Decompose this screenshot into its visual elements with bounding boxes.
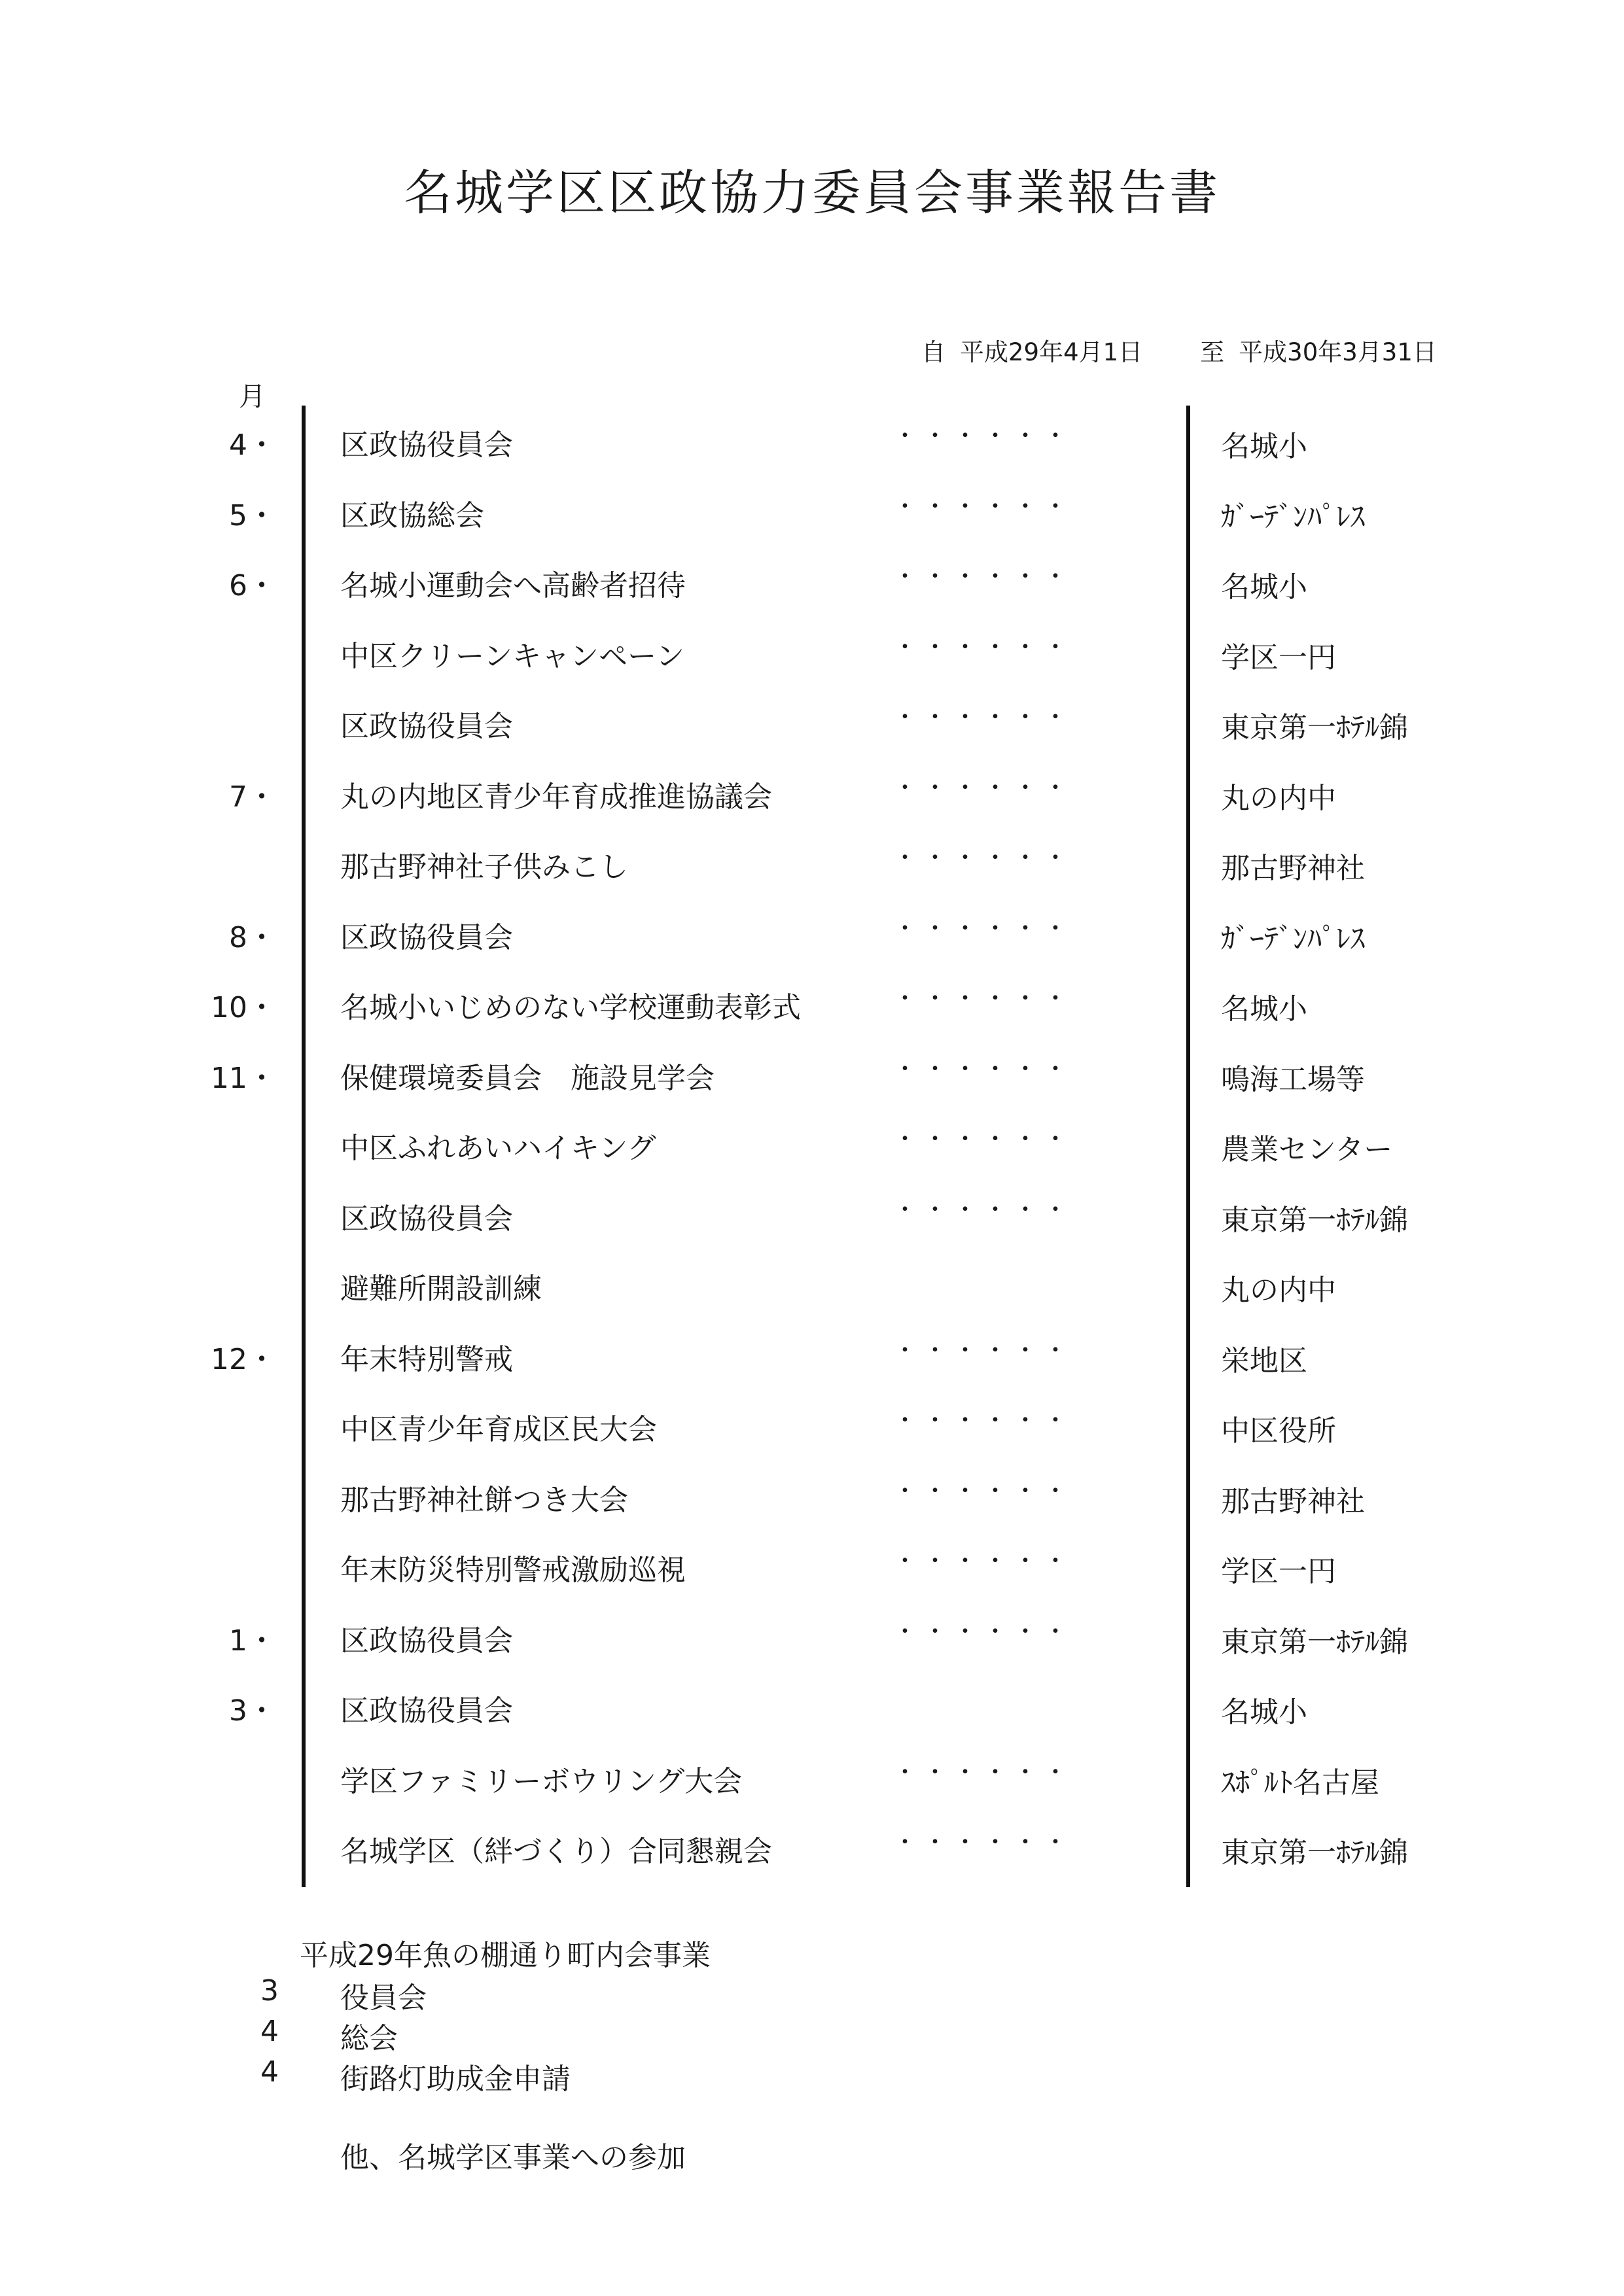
event-name: 避難所開設訓練 [340,1272,542,1306]
event-name: 年末防災特別警戒激励巡視 [340,1554,686,1587]
period-from-date: 平成29年4月1日 [960,338,1143,366]
venue-name: ｶﾞｰﾃﾞﾝﾊﾟﾚｽ [1221,922,1365,956]
month-label: 10・ [211,991,276,1024]
leader-dots: ・・・・・・ [893,1618,1074,1645]
event-row [0,898,1624,969]
footer-title: 平成29年魚の棚通り町内会事業 [300,1939,711,1972]
footer-list [0,1974,1624,2096]
month-label: 1・ [229,1624,276,1658]
event-name: 中区ふれあいハイキング [340,1132,656,1165]
venue-name: 学区一円 [1221,640,1336,674]
event-row [0,617,1624,687]
footer-item [0,1974,1624,2015]
event-row [0,1320,1624,1391]
venue-name: 名城小 [1221,1696,1307,1729]
leader-dots: ・・・・・・ [893,1829,1074,1856]
leader-dots: ・・・・・・ [893,1548,1074,1574]
venue-name: 那古野神社 [1221,1484,1365,1518]
event-row [0,687,1624,757]
leader-dots: ・・・・・・ [893,633,1074,661]
leader-dots: ・・・・・・ [893,493,1074,520]
event-name: 丸の内地区青少年育成推進協議会 [340,780,772,814]
month-column-header: 月 [239,381,266,412]
month-label: 6・ [229,569,276,602]
month-label: 11・ [211,1061,276,1095]
month-label: 4・ [229,428,276,462]
leader-dots: ・・・・・・ [893,914,1074,942]
period-from-label: 自 [921,338,945,366]
venue-name: 名城小 [1221,992,1307,1026]
event-name: 名城小運動会へ高齢者招待 [340,569,686,602]
leader-dots: ・・・・・・ [893,844,1074,871]
venue-name: 中区役所 [1221,1414,1336,1448]
venue-name: ｽﾎﾟﾙﾄ名古屋 [1221,1765,1379,1800]
event-row [0,1179,1624,1250]
venue-name: 名城小 [1221,570,1307,604]
event-row [0,968,1624,1039]
venue-name: 学区一円 [1221,1555,1336,1588]
event-name: 年末特別警戒 [340,1342,513,1376]
event-row [0,1742,1624,1813]
venue-name: 東京第一ﾎﾃﾙ錦 [1221,1836,1408,1870]
venue-name: 那古野神社 [1221,852,1365,885]
footer-item-month: 3 [260,1974,279,2008]
leader-dots: ・・・・・・ [893,985,1074,1012]
footer-item [0,2015,1624,2055]
leader-dots: ・・・・・・ [893,1758,1074,1786]
leader-dots: ・・・・・・ [893,423,1074,449]
leader-dots: ・・・・・・ [893,774,1074,801]
leader-dots: ・・・・・・ [893,1126,1074,1153]
event-row [0,1390,1624,1461]
event-row [0,1812,1624,1883]
venue-name: 鳴海工場等 [1221,1062,1365,1096]
venue-name: 丸の内中 [1221,1274,1336,1307]
venue-name: 農業センター [1221,1133,1393,1166]
event-row [0,1109,1624,1179]
venue-name: 東京第一ﾎﾃﾙ錦 [1221,1203,1408,1237]
month-label: 8・ [229,920,276,954]
month-label: 12・ [211,1342,276,1376]
period-to-label: 至 [1200,338,1225,366]
leader-dots: ・・・・・・ [893,704,1074,731]
event-row [0,827,1624,898]
event-name: 那古野神社餅つき大会 [340,1483,628,1517]
leader-dots: ・・・・・・ [893,1336,1074,1364]
footer-item-text: 役員会 [340,1981,427,2015]
venue-name: 名城小 [1221,430,1307,463]
event-list [0,406,1624,1883]
venue-name: 東京第一ﾎﾃﾙ錦 [1221,711,1408,744]
event-name: 区政協役員会 [340,1624,513,1658]
event-row [0,546,1624,617]
month-label: 5・ [229,498,276,532]
leader-dots: ・・・・・・ [893,563,1074,590]
event-name: 学区ファミリーボウリング大会 [340,1764,743,1798]
event-name: 区政協役員会 [340,1202,513,1236]
event-name: 名城学区（絆づくり）合同懇親会 [340,1835,772,1868]
event-name: 区政協総会 [340,498,484,532]
event-name: 区政協役員会 [340,428,513,462]
closing-note: 他、名城学区事業への参加 [340,2141,686,2174]
event-row [0,1461,1624,1531]
event-name: 区政協役員会 [340,1694,513,1728]
venue-name: ｶﾞｰﾃﾞﾝﾊﾟﾚｽ [1221,500,1365,534]
event-row [0,406,1624,476]
venue-name: 丸の内中 [1221,781,1336,815]
event-name: 中区青少年育成区民大会 [340,1413,657,1446]
leader-dots: ・・・・・・ [893,1196,1074,1223]
footer-item-text: 街路灯助成金申請 [340,2062,571,2096]
venue-name: 栄地区 [1221,1344,1307,1378]
leader-dots: ・・・・・・ [893,1477,1074,1505]
event-row [0,757,1624,828]
footer-item [0,2055,1624,2096]
footer-item-month: 4 [260,2055,279,2089]
event-row [0,476,1624,547]
footer-item-text: 総会 [340,2022,398,2055]
event-name: 名城小いじめのない学校運動表彰式 [340,991,801,1024]
venue-name: 東京第一ﾎﾃﾙ錦 [1221,1625,1408,1659]
event-name: 那古野神社子供みこし [340,850,628,884]
event-row [0,1531,1624,1601]
event-name: 区政協役員会 [340,920,513,954]
event-name: 保健環境委員会 施設見学会 [340,1061,715,1095]
month-label: 7・ [229,780,276,814]
event-row [0,1601,1624,1672]
event-name: 区政協役員会 [340,710,513,743]
month-label: 3・ [229,1694,276,1728]
event-row [0,1249,1624,1320]
footer-item-month: 4 [260,2015,279,2048]
event-row [0,1039,1624,1109]
leader-dots: ・・・・・・ [893,1407,1074,1434]
period-to-date: 平成30年3月31日 [1239,338,1437,366]
report-period [921,332,1451,368]
document-title: 名城学区区政協力委員会事業報告書 [404,165,1220,221]
event-row [0,1671,1624,1742]
leader-dots: ・・・・・・ [893,1055,1074,1083]
event-name: 中区クリーンキャンペーン [340,639,685,673]
